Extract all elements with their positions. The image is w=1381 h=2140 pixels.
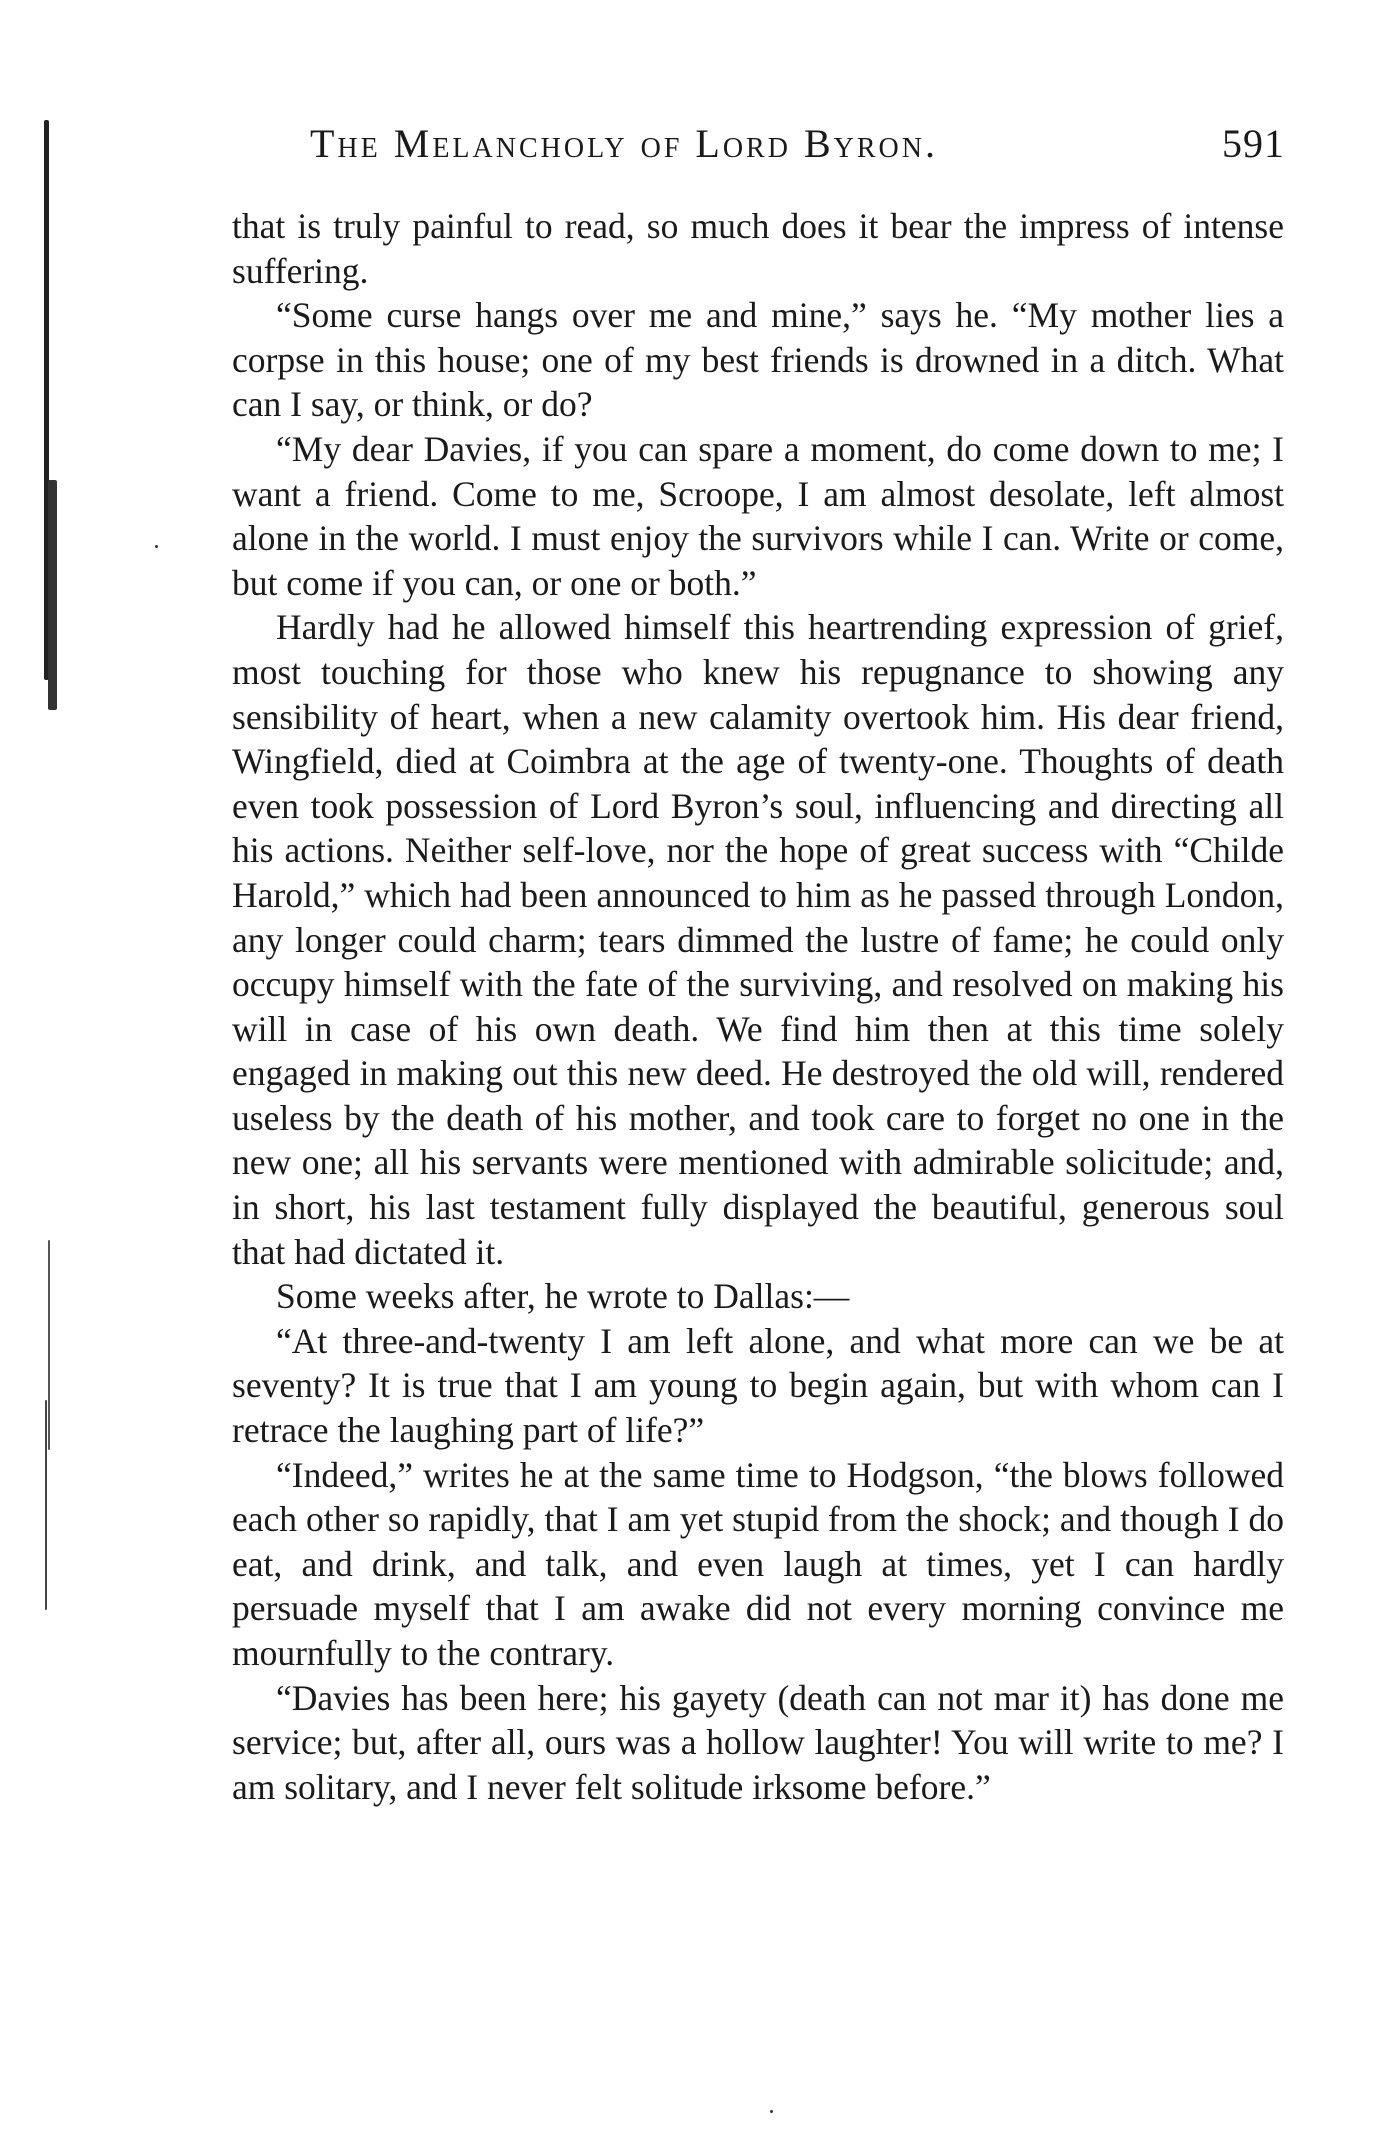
running-title: The Melancholy of Lord Byron. bbox=[310, 121, 938, 166]
paragraph: Hardly had he allowed himself this heartrending expression of grief, most touching for those who knew his repugnance to showing any sensibility of heart, when a new calamity overtook him. His dear friend, Wingfield, died at Coimbra at the age of twenty-one. Thoughts of death even took possession of Lord Byron’s soul, influencing and directing all his actions. Neither self-love, nor the hope of great success with “Childe Harold,” which had been announced to him as he passed through London, any longer could charm; tears dimmed the lustre of fame; he could only occupy himself with the fate of the surviving, and resolved on making his will in case of his own death. We find him then at this time solely engaged in making out this new deed. He destroyed the old will, rendered useless by the death of his mother, and took care to forget no one in the new one; all his servants were mentioned with admirable solicitude; and, in short, his last testament fully displayed the beautiful, generous soul that had dictated it. bbox=[232, 607, 1284, 1272]
paragraph: “Some curse hangs over me and mine,” says he. “My mother lies a corpse in this house; one of my best friends is drowned in a ditch. What can I say, or think, or do? bbox=[232, 295, 1284, 425]
paragraph: Some weeks after, he wrote to Dallas:— bbox=[276, 1276, 850, 1317]
binding-edge-mark bbox=[48, 480, 57, 710]
paragraph: “My dear Davies, if you can spare a moment, do come down to me; I want a friend. Come to me, Scroope, I am almost desolate, left almost alone in the world. I must enjoy the survivors while I can. Write or come, but come if you can, or one or both.” bbox=[232, 428, 1284, 603]
ink-speck bbox=[155, 545, 158, 548]
binding-edge-mark bbox=[45, 1400, 47, 1610]
paragraph: “At three-and-twenty I am left alone, and what more can we be at seventy? It is true that I am young to begin again, but with whom can I retrace the laughing part of life?” bbox=[232, 1320, 1284, 1451]
running-head bbox=[310, 120, 1285, 170]
paragraph: that is truly painful to read, so much does it bear the impress of intense suffering. bbox=[232, 206, 1284, 291]
paragraph: “Davies has been here; his gayety (death can not mar it) has done me service; but, after all, ours was a hollow laughter! You will write to me? I am solitary, and I never felt solitude irksome before.” bbox=[232, 1677, 1284, 1807]
binding-edge-mark bbox=[48, 1240, 50, 1450]
page-number: 591 bbox=[1222, 121, 1285, 166]
ink-speck bbox=[770, 2110, 773, 2113]
body-text bbox=[232, 204, 1284, 1809]
paragraph: “Indeed,” writes he at the same time to Hodgson, “the blows followed each other so rapidly, that I am yet stupid from the shock; and though I do eat, and drink, and talk, and even laugh at times, yet I can hardly persuade myself that I am awake did not every morning convince me mournfully to the contrary. bbox=[232, 1454, 1284, 1673]
